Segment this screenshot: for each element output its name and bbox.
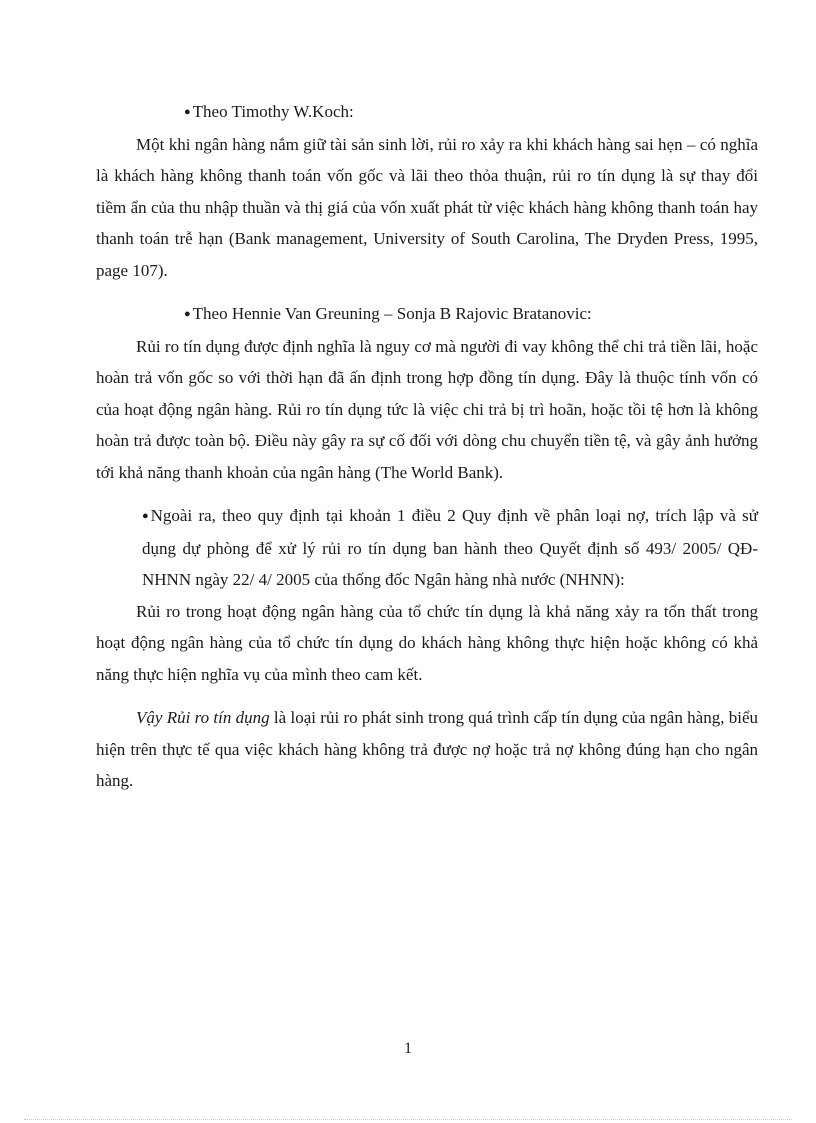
- heading-text: Theo Timothy W.Koch:: [192, 102, 354, 121]
- bullet-icon: ●: [142, 510, 149, 522]
- heading-text: Theo Hennie Van Greuning – Sonja B Rajovic Bratanovic:: [192, 304, 592, 323]
- paragraph-greuning: Rủi ro tín dụng được định nghĩa là nguy cơ mà người đi vay không thể chi trả tiền lãi, hoặc hoàn trả vốn gốc so với thời hạn đã ấn định trong hợp đồng tín dụng. Đây là thuộc tính vốn có của hoạt động ngân hàng. Rủi ro tín dụng tức là việc chi trả bị trì hoãn, hoặc tồi tệ hơn là không hoàn trả được toàn bộ. Điều này gây ra sự cố đối với dòng chu chuyển tiền tệ, và gây ảnh hưởng tới khả năng thanh khoản của ngân hàng (The World Bank).: [96, 336, 758, 482]
- page-number: 1: [404, 1040, 412, 1057]
- conclusion-text: là loại rủi ro phát sinh trong quá trình cấp tín dụng của ngân hàng, biểu hiện trên thực tế qua việc khách hàng không trả được nợ hoặc trả nợ không đúng hạn cho ngân hàng.: [96, 708, 759, 790]
- heading-text: Ngoài ra, theo quy định tại khoản 1 điều 2 Quy định về phân loại nợ, trích lập và sử dụng dự phòng để xử lý rủi ro tín dụng ban hành theo Quyết định số 493/ 2005/ QĐ-NHNN ngày 22/ 4/ 2005 của thống đốc Ngân hàng nhà nước (NHNN):: [142, 506, 758, 589]
- section-heading-koch: [96, 96, 758, 129]
- bullet-icon: ●: [184, 106, 191, 118]
- page-bottom-divider: [24, 1119, 792, 1120]
- conclusion-term: Vậy Rủi ro tín dụng: [136, 708, 270, 727]
- bullet-icon: ●: [184, 308, 191, 320]
- section-heading-greuning: [96, 298, 758, 331]
- paragraph-regulation: Rủi ro trong hoạt động ngân hàng của tổ chức tín dụng là khả năng xảy ra tổn thất trong hoạt động ngân hàng của tổ chức tín dụng do khách hàng không thực hiện hoặc không có khả năng thực hiện nghĩa vụ của mình theo cam kết.: [96, 601, 758, 684]
- paragraph-conclusion: [96, 702, 758, 797]
- paragraph-koch: Một khi ngân hàng nắm giữ tài sản sinh lời, rủi ro xảy ra khi khách hàng sai hẹn – có nghĩa là khách hàng không thanh toán vốn gốc và lãi theo thỏa thuận, rủi ro tín dụng là sự thay đổi tiềm ẩn của thu nhập thuần và thị giá của vốn xuất phát từ việc khách hàng không thanh toán hay thanh toán trễ hạn (Bank management, University of South Carolina, The Dryden Press, 1995, page 107).: [96, 134, 758, 280]
- document-body: [96, 96, 758, 797]
- section-heading-regulation: [96, 500, 758, 596]
